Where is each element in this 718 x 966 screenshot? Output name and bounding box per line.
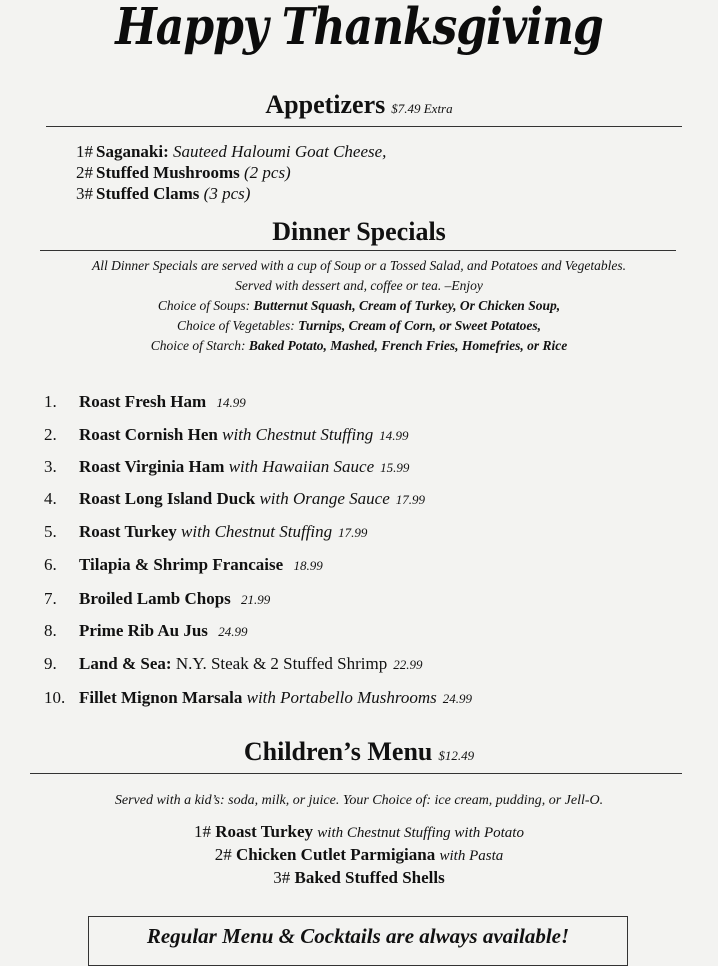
appetizers-price: $7.49 Extra [391,101,453,116]
menu-title: Happy Thanksgiving [115,0,603,57]
appetizer-item: 2# Stuffed Mushrooms (2 pcs) [76,163,291,182]
dinner-item: 8. Prime Rib Au Jus 24.99 [44,621,248,640]
dinner-item: 5. Roast Turkey with Chestnut Stuffing 17.99 [44,522,368,541]
children-rule [30,773,682,774]
dinner-notes [0,256,718,356]
dinner-item: 2. Roast Cornish Hen with Chestnut Stuffing 14.99 [44,425,409,444]
children-heading-text: Children’s Menu [243,737,433,766]
dinner-starch: Choice of Starch: Baked Potato, Mashed, French Fries, Homefries, or Rice [150,338,568,353]
appetizers-heading-text: Appetizers [265,90,386,119]
dinner-item: 6. Tilapia & Shrimp Francaise 18.99 [44,555,323,574]
children-item: 3# Baked Stuffed Shells [273,868,445,887]
dinner-item: 3. Roast Virginia Ham with Hawaiian Sauce 15.99 [44,457,410,476]
appetizers-heading [0,90,718,120]
appetizers-rule [46,126,682,127]
footer-text: Regular Menu & Cocktails are always available! [146,924,570,948]
dinner-vegetables: Choice of Vegetables: Turnips, Cream of Corn, or Sweet Potatoes, [177,318,541,333]
dinner-heading [0,217,718,247]
children-item: 2# Chicken Cutlet Parmigiana with Pasta [214,845,504,864]
dinner-item: 1. Roast Fresh Ham 14.99 [44,392,246,411]
dinner-item: 10. Fillet Mignon Marsala with Portabello Mushrooms 24.99 [44,688,473,707]
dinner-item: 9. Land & Sea: N.Y. Steak & 2 Stuffed Shrimp 22.99 [44,654,423,673]
dinner-soups: Choice of Soups: Butternut Squash, Cream of Turkey, Or Chicken Soup, [157,298,561,313]
appetizer-item: 3# Stuffed Clams (3 pcs) [76,184,251,203]
dinner-heading-text: Dinner Specials [272,217,446,246]
children-item: 1# Roast Turkey with Chestnut Stuffing with Potato [194,822,524,841]
dinner-item: 7. Broiled Lamb Chops 21.99 [44,589,271,608]
dinner-note-line1: All Dinner Specials are served with a cup of Soup or a Tossed Salad, and Potatoes and Vegetables. [91,258,627,273]
children-note: Served with a kid’s: soda, milk, or juice. Your Choice of: ice cream, pudding, or Jell-O. [114,793,604,808]
children-heading [0,737,718,767]
dinner-item: 4. Roast Long Island Duck with Orange Sauce 17.99 [44,489,426,508]
children-price: $12.49 [438,748,475,763]
dinner-rule [40,250,676,251]
dinner-note-line2: Served with dessert and, coffee or tea. –Enjoy [235,278,483,293]
appetizer-item: 1# Saganaki: Sauteed Haloumi Goat Cheese, [76,142,387,161]
